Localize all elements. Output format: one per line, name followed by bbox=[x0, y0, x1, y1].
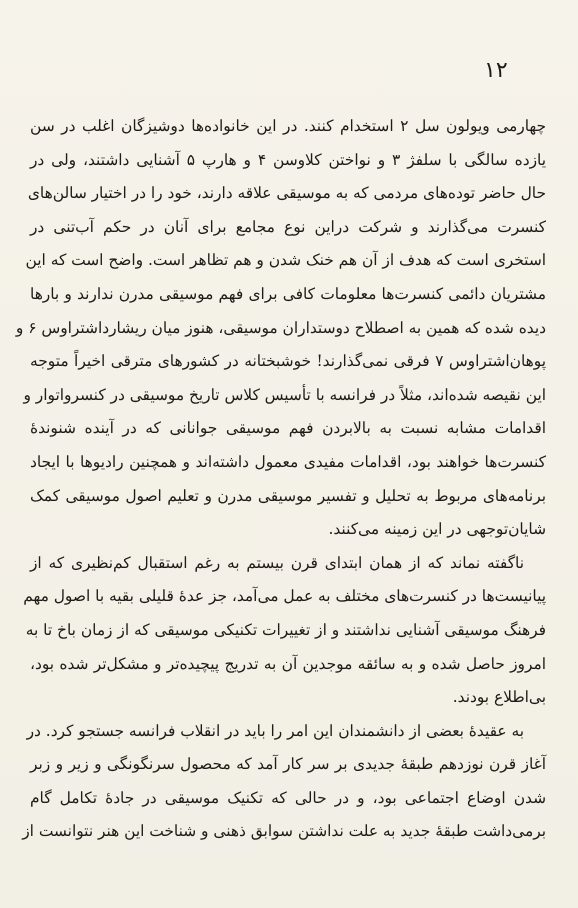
paragraph-start-line: به عقیدهٔ بعضی از دانشمندان این امر را باید در انقلاب فرانسه جستجو کرد. در bbox=[26, 721, 524, 740]
text-line: یازده سالگی با سلفژ ۳ و نواختن کلاوسن ۴ و هارپ ۵ آشنایی داشتند، ولی در bbox=[30, 150, 547, 169]
text-line: آغاز قرن نوزدهم طبقهٔ جدیدی بر سر کار آمد که محصول سرنگونگی و زیر و زبر bbox=[30, 755, 546, 774]
text-line: برمی‌داشت طبقهٔ جدید به علت نداشتن سوابق ذهنی و شناخت این هنر نتوانست از bbox=[22, 822, 546, 841]
text-line: پوهان‌اشتراوس ۷ فرقی نمی‌گذارند! خوشبختانه در کشورهای مترقی اخیراً متوجه bbox=[30, 352, 546, 371]
paragraph-start-line: ناگفته نماند که از همان ابتدای قرن بیستم به رغم استقبال کم‌نظیری که از bbox=[30, 553, 524, 572]
text-line: فرهنگ موسیقی آشنایی نداشتند و از تغییرات تکنیکی موسیقی که از زمان باخ تا به bbox=[25, 620, 546, 639]
text-line: چهارمی ویولون سل ۲ استخدام کنند. در این خانواده‌ها دوشیزگان اغلب در سن bbox=[30, 117, 546, 135]
text-line: استخری است که هدف از آن هم خنک شدن و هم تظاهر است. واضح است که این bbox=[25, 251, 546, 270]
text-line: برنامه‌های مربوط به تحلیل و تفسیر موسیقی مدرن و تعلیم اصول موسیقی کمک bbox=[30, 486, 546, 505]
text-line: این نقیصه شده‌اند، مثلاً در فرانسه با تأسیس کلاس تاریخ موسیقی در کنسرواتوار و bbox=[23, 385, 546, 404]
paragraph-end-line: شایان‌توجهی در این زمینه می‌کنند. bbox=[328, 520, 546, 539]
body-text bbox=[15, 110, 547, 849]
text-line: دیده شده که همین به اصطلاح دوستداران موسیقی، هنوز میان ریشارداشتراوس ۶ و bbox=[15, 318, 546, 337]
text-line: مشتریان دائمی کنسرت‌ها معلومات کافی برای فهم موسیقی مدرن ندارند و بارها bbox=[30, 284, 546, 303]
text-line: امروز حاصل شده و به سائقه موجدین آن به تدریج پیچیده‌تر و مشکل‌تر شده بود، bbox=[30, 654, 546, 673]
text-line: کنسرت‌ها خواهند بود، اقدامات مفیدی معمول داشته‌اند و همچنین رادیوها با ایجاد bbox=[30, 452, 546, 471]
paragraph-end-line: بی‌اطلاع بودند. bbox=[452, 688, 546, 707]
text-line: پیانیست‌ها در کنسرت‌های مختلف به عمل می‌آمد، جز عدهٔ قلیلی بقیه با اصول مهم bbox=[23, 587, 546, 606]
text-line: شدن اوضاع اجتماعی بود، و در حالی که تکنیک موسیقی در جادهٔ تکامل گام bbox=[30, 788, 546, 807]
text-line: حال حاضر توده‌های مردمی که به موسیقی علاقه دارند، خود را در اختیار سالن‌های bbox=[27, 184, 546, 203]
page-number: ۱۲ bbox=[484, 58, 508, 83]
text-line: اقدامات مشابه نسبت به بالابردن فهم موسیقی جوانانی که در آینده شنوندهٔ bbox=[30, 419, 546, 438]
text-line: کنسرت می‌گذارند و شرکت دراین نوع مجامع برای آنان در حکم آب‌تنی در bbox=[30, 217, 546, 236]
